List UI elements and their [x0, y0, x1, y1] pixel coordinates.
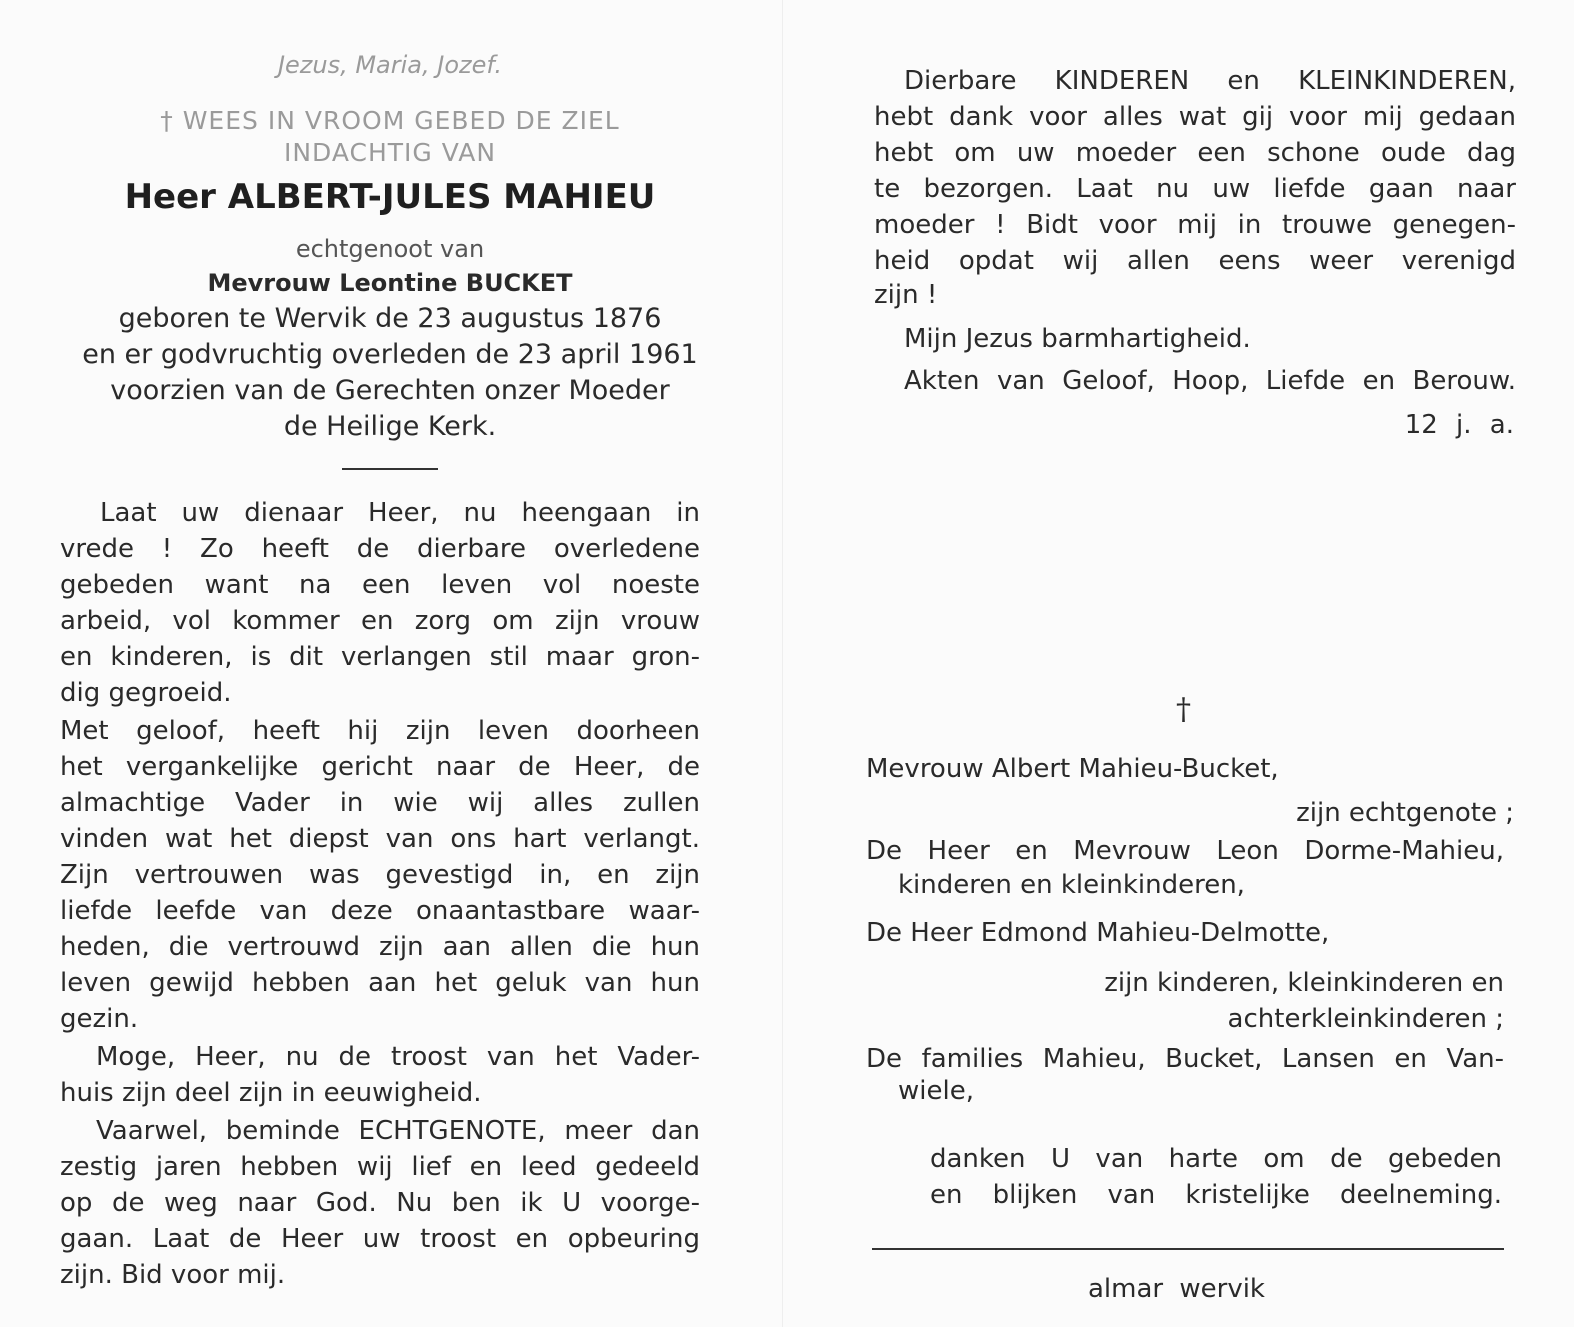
body-line: vrede ! Zo heeft de dierbare overledene	[60, 534, 700, 564]
message-line: Dierbare KINDEREN en KLEINKINDEREN,	[904, 66, 1516, 96]
spouse-intro: echtgenoot van	[295, 235, 485, 263]
family-line: achterkleinkinderen ;	[1227, 1004, 1504, 1034]
family-line: De Heer en Mevrouw Leon Dorme-Mahieu,	[866, 836, 1504, 866]
body-line: Moge, Heer, nu de troost van het Vader-	[96, 1042, 700, 1072]
cross-icon: †	[1176, 692, 1191, 727]
sacraments-line-1: voorzien van de Gerechten onzer Moeder	[110, 375, 670, 406]
body-line: heden, die vertrouwd zijn aan allen die hun	[60, 932, 700, 962]
deceased-name: Heer ALBERT-JULES MAHIEU	[124, 177, 656, 217]
body-line: gebeden want na een leven vol noeste	[60, 570, 700, 600]
body-line: en kinderen, is dit verlangen stil maar gron-	[60, 642, 700, 672]
body-line: almachtige Vader in wie wij alles zullen	[60, 788, 700, 818]
body-line: Laat uw dienaar Heer, nu heengaan in	[100, 498, 700, 528]
body-line: zijn. Bid voor mij.	[60, 1260, 286, 1290]
spouse-name: Mevrouw Leontine BUCKET	[207, 269, 573, 297]
message-line: moeder ! Bidt voor mij in trouwe genegen-	[874, 210, 1516, 240]
invocation: Jezus, Maria, Jozef.	[277, 51, 503, 79]
body-line: op de weg naar God. Nu ben ik U voorge-	[60, 1188, 700, 1218]
body-line: gezin.	[60, 1004, 139, 1034]
sacraments-line-2: de Heilige Kerk.	[283, 411, 497, 442]
family-line: zijn kinderen, kleinkinderen en	[1104, 968, 1504, 998]
body-line: Met geloof, heeft hij zijn leven doorheen	[60, 716, 700, 746]
family-line: Mevrouw Albert Mahieu-Bucket,	[866, 754, 1279, 784]
message-line: heid opdat wij allen eens weer verenigd	[874, 246, 1516, 276]
body-line: vinden wat het diepst van ons hart verlangt.	[60, 824, 700, 854]
body-line: arbeid, vol kommer en zorg om zijn vrouw	[60, 606, 700, 636]
right-page	[860, 0, 1520, 1327]
prayer-line-2: INDACHTIG VAN	[283, 138, 497, 167]
fold-line	[782, 0, 783, 1327]
body-line: leven gewijd hebben aan het geluk van hun	[60, 968, 700, 998]
family-line: wiele,	[898, 1076, 974, 1106]
indulgence: 12 j. a.	[1404, 410, 1514, 440]
divider	[342, 468, 438, 470]
family-line: zijn echtgenote ;	[1296, 798, 1514, 828]
body-line: het vergankelijke gericht naar de Heer, de	[60, 752, 700, 782]
body-line: Zijn vertrouwen was gevestigd in, en zijn	[60, 860, 700, 890]
family-line: De families Mahieu, Bucket, Lansen en Van-	[866, 1044, 1504, 1074]
body-line: gaan. Laat de Heer uw troost en opbeuring	[60, 1224, 700, 1254]
body-line: huis zijn deel zijn in eeuwigheid.	[60, 1078, 482, 1108]
thanks-line-2: en blijken van kristelijke deelneming.	[930, 1180, 1502, 1210]
message-line: te bezorgen. Laat nu uw liefde gaan naar	[874, 174, 1516, 204]
bottom-rule	[872, 1248, 1504, 1250]
family-line: De Heer Edmond Mahieu-Delmotte,	[866, 918, 1330, 948]
body-line: liefde leefde van deze onaantastbare waar-	[60, 896, 700, 926]
body-line: dig gegroeid.	[60, 678, 232, 708]
ejaculation-prayer: Mijn Jezus barmhartigheid.	[904, 324, 1251, 354]
acts-prayer: Akten van Geloof, Hoop, Liefde en Berouw.	[904, 366, 1516, 396]
message-line: zijn !	[874, 280, 938, 310]
message-line: hebt dank voor alles wat gij voor mij gedaan	[874, 102, 1516, 132]
birth-line: geboren te Wervik de 23 augustus 1876	[118, 303, 662, 334]
left-page	[60, 0, 720, 1327]
death-line: en er godvruchtig overleden de 23 april 1961	[82, 339, 698, 370]
prayer-line-1: † WEES IN VROOM GEBED DE ZIEL	[160, 106, 620, 135]
message-line: hebt om uw moeder een schone oude dag	[874, 138, 1516, 168]
family-line: kinderen en kleinkinderen,	[898, 870, 1245, 900]
printer-name: almar wervik	[1088, 1274, 1265, 1304]
thanks-line-1: danken U van harte om de gebeden	[930, 1144, 1502, 1174]
body-line: Vaarwel, beminde ECHTGENOTE, meer dan	[96, 1116, 700, 1146]
body-line: zestig jaren hebben wij lief en leed gedeeld	[60, 1152, 700, 1182]
